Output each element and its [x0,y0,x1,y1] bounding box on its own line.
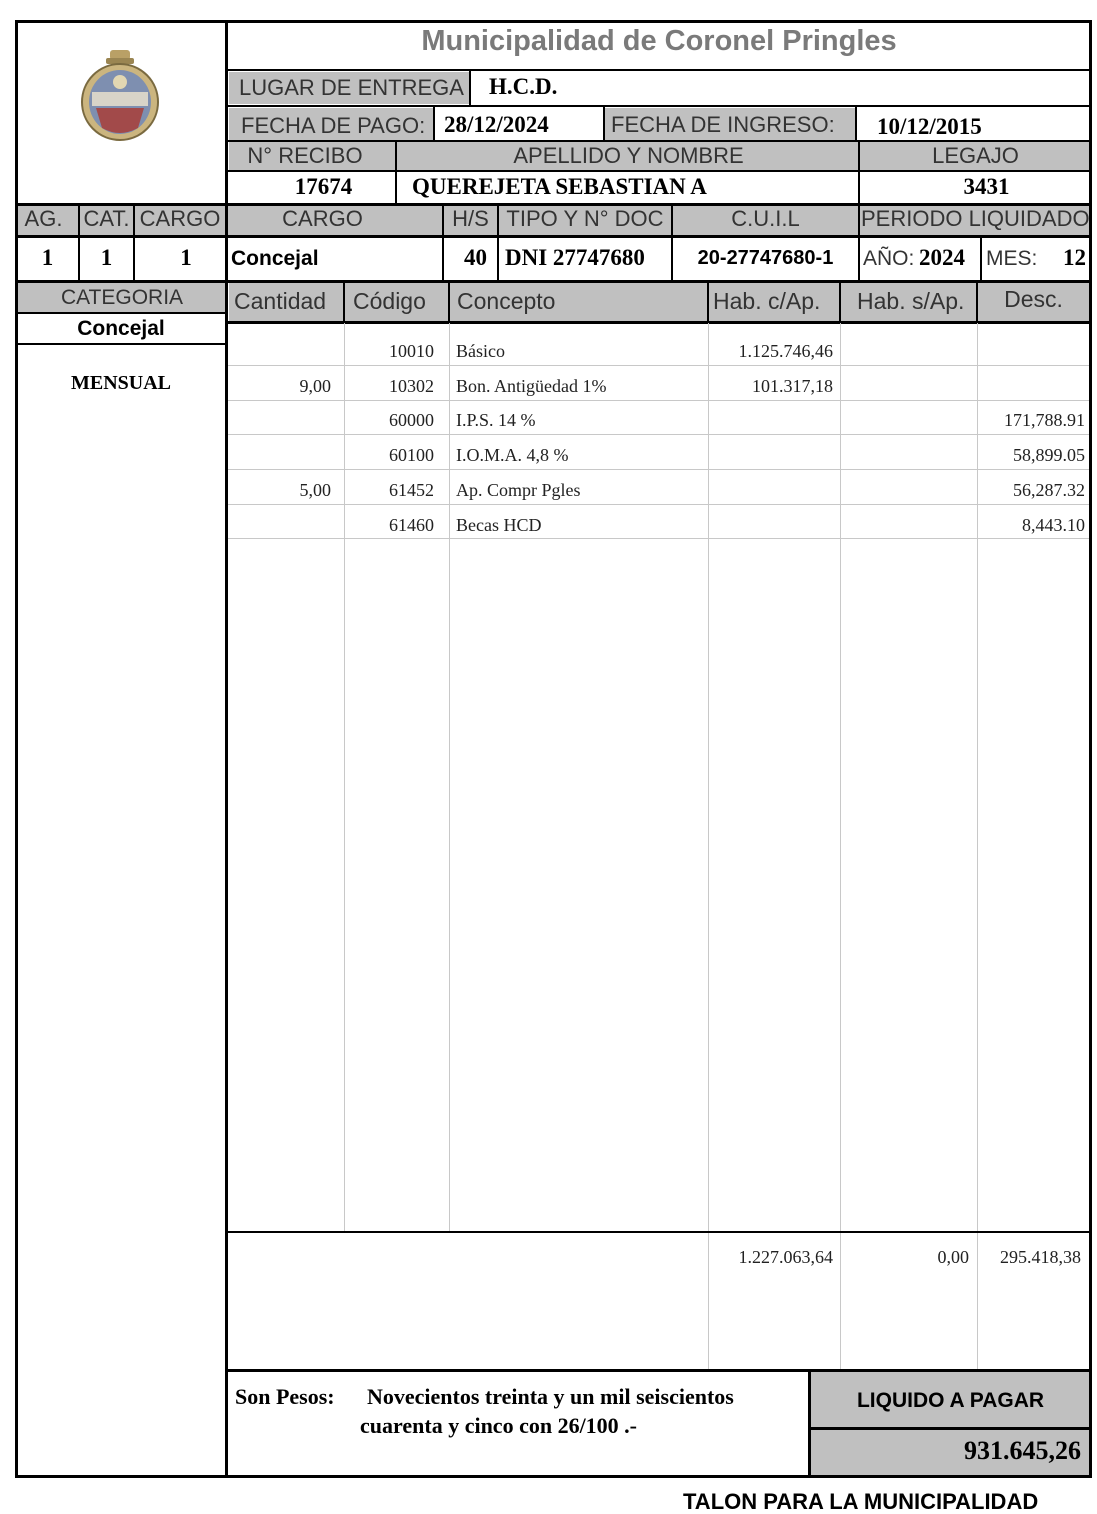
cuil-label: C.U.I.L [731,206,800,231]
cell-codigo: 10302 [389,376,434,396]
page-title: Municipalidad de Coronel Pringles [421,25,897,57]
son-pesos-line1: Novecientos treinta y un mil seiscientos [367,1384,734,1409]
cat-value: 1 [100,245,113,270]
lugar-entrega-label: LUGAR DE ENTREGA [239,75,464,100]
cell-concepto: I.P.S. 14 % [456,410,536,430]
cat-label: CAT. [83,206,130,231]
cell-hab-cap: 101.317,18 [752,376,833,396]
col-header-concepto: Concepto [457,288,556,314]
son-pesos-line2: cuarenta y cinco con 26/100 .- [360,1413,638,1438]
ag-label: AG. [24,206,63,231]
cargo-code-label: CARGO [139,206,221,231]
son-pesos-label: Son Pesos: [235,1384,335,1409]
categoria-value: Concejal [77,317,165,340]
cell-codigo: 60100 [389,445,434,465]
nombre-label: APELLIDO Y NOMBRE [513,143,744,168]
doc-label: TIPO Y N° DOC [506,206,664,231]
total-hab-cap: 1.227.063,64 [738,1247,833,1267]
col-header-desc: Desc. [1004,286,1063,312]
fecha-pago-label: FECHA DE PAGO: [241,113,426,138]
cell-concepto: Bon. Antigüedad 1% [456,376,607,396]
cell-concepto: I.O.M.A. 4,8 % [456,445,569,465]
col-header-hab-cap: Hab. c/Ap. [713,288,821,314]
ag-value: 1 [41,245,54,270]
municipal-emblem-icon [78,48,162,144]
total-hab-sap: 0,00 [937,1247,969,1267]
doc-value: DNI 27747680 [505,245,645,270]
anio-label: AÑO: [863,247,915,270]
cell-cantidad: 9,00 [299,376,331,396]
cell-desc: 8,443.10 [1022,515,1085,535]
lugar-entrega-value: H.C.D. [489,74,558,99]
fecha-pago-value: 28/12/2024 [444,112,549,137]
recibo-label: N° RECIBO [247,143,363,168]
cell-desc: 171,788.91 [1004,410,1085,430]
periodo-label: PERIODO LIQUIDADO [861,208,1090,230]
cuil-value: 20-27747680-1 [697,247,834,269]
cargo-label: CARGO [282,206,363,231]
liquido-label: LIQUIDO A PAGAR [856,1389,1045,1412]
fecha-ingreso-value: 10/12/2015 [877,114,982,139]
hs-value: 40 [464,245,487,270]
liquido-value: 931.645,26 [964,1436,1081,1465]
talon-label: TALON PARA LA MUNICIPALIDAD [683,1489,1039,1514]
legajo-label: LEGAJO [932,143,1019,168]
categoria-label: CATEGORIA [60,286,184,309]
mes-value: 12 [1063,245,1086,270]
total-desc: 295.418,38 [1000,1247,1081,1267]
cargo-code-value: 1 [180,245,192,270]
cell-codigo: 60000 [389,410,434,430]
cell-concepto: Ap. Compr Pgles [456,480,581,500]
cell-cantidad: 5,00 [299,480,331,500]
cell-codigo: 61460 [389,515,434,535]
cell-desc: 56,287.32 [1013,480,1085,500]
cell-concepto: Básico [456,341,505,361]
legajo-value: 3431 [963,174,1010,199]
col-header-codigo: Código [353,288,426,314]
cell-hab-cap: 1.125.746,46 [738,341,833,361]
cell-codigo: 10010 [389,341,434,361]
col-header-cantidad: Cantidad [234,288,327,314]
cell-concepto: Becas HCD [456,515,542,535]
col-header-hab-sap: Hab. s/Ap. [857,288,965,314]
hs-label: H/S [452,206,489,231]
cell-codigo: 61452 [389,480,434,500]
recibo-value: 17674 [294,174,353,199]
cell-desc: 58,899.05 [1013,445,1085,465]
cargo-value: Concejal [231,247,319,270]
anio-value: 2024 [919,245,965,270]
mes-label: MES: [986,247,1038,270]
fecha-ingreso-label: FECHA DE INGRESO: [611,112,835,137]
nombre-value: QUEREJETA SEBASTIAN A [412,174,707,199]
tipo-liquidacion: MENSUAL [70,372,171,394]
